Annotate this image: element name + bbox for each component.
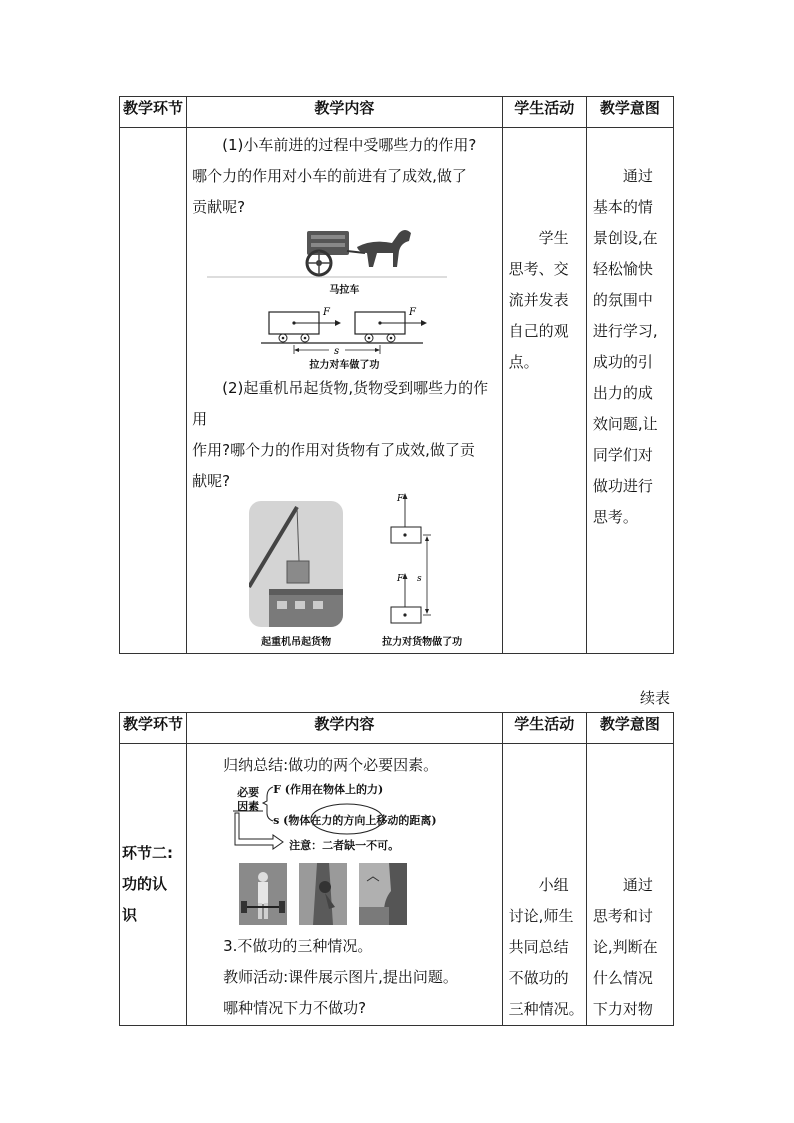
force-label: F xyxy=(409,307,417,318)
crane-photo xyxy=(249,501,343,627)
question-1-line: 哪个力的作用对小车的前进有了成效,做了 xyxy=(192,167,467,185)
table-row xyxy=(120,744,674,1026)
activity-line: 思考、交 xyxy=(508,260,569,278)
header-section: 教学环节 xyxy=(120,713,187,744)
force-label: F xyxy=(323,307,331,318)
intent-line: 思考。 xyxy=(592,508,638,526)
intent-line: 下力对物 xyxy=(592,1000,653,1018)
activity-line: 点。 xyxy=(508,353,539,371)
box-force-caption: 拉力对货物做了功 xyxy=(382,637,463,648)
intent-line: 通过 xyxy=(622,876,653,894)
section-line: 环节二: xyxy=(122,844,173,862)
cliff-photo xyxy=(359,863,407,925)
activity-line: 不做功的 xyxy=(508,969,569,987)
intent-line: 成功的引 xyxy=(592,353,653,371)
intent-line: 基本的情 xyxy=(592,198,653,216)
tree-photo xyxy=(299,863,347,925)
crane-figures xyxy=(187,494,502,653)
intent-cell xyxy=(586,128,673,654)
distance-label: s xyxy=(417,574,422,584)
lesson-table-1 xyxy=(119,96,674,654)
question-1-line: 贡献呢? xyxy=(192,198,246,216)
content-line: 教师活动:课件展示图片,提出问题。 xyxy=(223,968,458,986)
table-row xyxy=(120,128,674,654)
intent-line: 效问题,让 xyxy=(592,415,658,433)
intent-line: 的氛围中 xyxy=(592,291,653,309)
factors-left-label: 必要 xyxy=(237,786,260,799)
weightlifter-photo xyxy=(239,863,287,925)
question-2-line: (2)起重机吊起货物,货物受到哪些力的作用 xyxy=(192,379,489,428)
intent-cell xyxy=(586,744,673,1026)
content-line: 3.不做功的三种情况。 xyxy=(223,937,373,955)
intent-line: 轻松愉快 xyxy=(592,260,653,278)
activity-line: 讨论,师生 xyxy=(508,907,574,925)
factor-distance: s (物体在力的方向上移动的距离) xyxy=(273,814,437,827)
header-intent: 教学意图 xyxy=(586,97,673,128)
intent-line: 论,判断在 xyxy=(592,938,658,956)
activity-line: 自己的观 xyxy=(508,322,569,340)
continued-label: 续表 xyxy=(640,689,671,707)
box-force-diagram xyxy=(383,489,443,631)
question-1-line: (1)小车前进的过程中受哪些力的作用? xyxy=(222,136,477,154)
intent-line: 什么情况 xyxy=(592,969,653,987)
horse-cart-caption: 马拉车 xyxy=(329,285,360,296)
force-label: F xyxy=(397,494,404,504)
activity-line: 三种情况。 xyxy=(508,1000,584,1018)
table-header-row xyxy=(120,713,674,744)
activity-line: 共同总结 xyxy=(508,938,569,956)
header-content: 教学内容 xyxy=(187,97,503,128)
table-header-row xyxy=(120,97,674,128)
cart-force-diagram xyxy=(187,298,502,354)
activity-cell xyxy=(502,744,586,1026)
intent-line: 通过 xyxy=(622,167,653,185)
header-activity: 学生活动 xyxy=(502,97,586,128)
section-cell xyxy=(120,128,187,654)
header-intent: 教学意图 xyxy=(586,713,673,744)
question-2-line: 作用?哪个力的作用对货物有了成效,做了贡 xyxy=(192,441,475,459)
intent-line: 思考和讨 xyxy=(592,907,653,925)
activity-line: 学生 xyxy=(538,229,569,247)
lesson-table-2 xyxy=(119,712,674,1026)
header-content: 教学内容 xyxy=(187,713,503,744)
intent-line: 出力的成 xyxy=(592,384,653,402)
horse-cart-image xyxy=(187,223,502,285)
intent-line: 做功进行 xyxy=(592,477,653,495)
intent-line: 同学们对 xyxy=(592,446,653,464)
examples-photos xyxy=(187,863,502,931)
section-line: 识 xyxy=(122,906,138,924)
content-cell xyxy=(187,128,503,654)
cart-force-caption: 拉力对车做了功 xyxy=(309,360,380,371)
question-2-line: 献呢? xyxy=(192,472,231,490)
activity-line: 小组 xyxy=(538,876,569,894)
section-line: 功的认 xyxy=(122,875,168,893)
factors-note: 注意：二者缺一不可。 xyxy=(289,839,400,852)
section-cell xyxy=(120,744,187,1026)
distance-label: s xyxy=(334,346,340,354)
factors-diagram xyxy=(187,781,502,861)
header-activity: 学生活动 xyxy=(502,713,586,744)
activity-cell xyxy=(502,128,586,654)
activity-line: 流并发表 xyxy=(508,291,569,309)
factors-left-label: 因素 xyxy=(237,800,260,813)
intent-line: 景创设,在 xyxy=(592,229,658,247)
content-cell xyxy=(187,744,503,1026)
crane-caption: 起重机吊起货物 xyxy=(261,637,332,648)
force-label: F xyxy=(397,574,404,584)
content-line: 哪种情况下力不做功? xyxy=(223,999,367,1017)
summary-line: 归纳总结:做功的两个必要因素。 xyxy=(223,756,439,774)
intent-line: 进行学习, xyxy=(592,322,658,340)
header-section: 教学环节 xyxy=(120,97,187,128)
factor-force: F (作用在物体上的力) xyxy=(273,783,384,796)
